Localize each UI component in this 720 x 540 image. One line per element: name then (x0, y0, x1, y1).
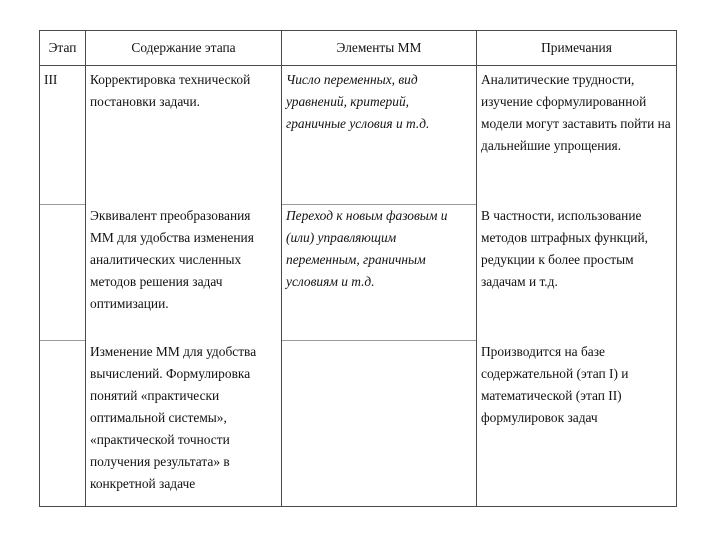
table-row (40, 205, 677, 341)
cell-content: Эквивалент преобразования ММ для удобства изменения аналитических численных методов решения задач оптимизации. (86, 205, 282, 341)
cell-elements (282, 341, 477, 507)
cell-notes: Производится на базе содержательной (этап I) и математической (этап II) формулировок задач (477, 341, 677, 507)
cell-notes: В частности, использование методов штрафных функций, редукции к более простым задачам и т.д. (477, 205, 677, 341)
stages-table (39, 30, 677, 507)
header-content: Содержание этапа (86, 31, 282, 66)
cell-stage (40, 341, 86, 507)
header-notes: Примечания (477, 31, 677, 66)
cell-stage: III (40, 66, 86, 205)
table-header-row (40, 31, 677, 66)
table-row (40, 66, 677, 205)
cell-stage (40, 205, 86, 341)
cell-content: Корректировка технической постановки задачи. (86, 66, 282, 205)
cell-content: Изменение ММ для удобства вычислений. Формулировка понятий «практически оптимальной системы», «практической точности получения результата» в конкретной задаче (86, 341, 282, 507)
cell-notes: Аналитические трудности, изучение сформулированной модели могут заставить пойти на дальнейшие упрощения. (477, 66, 677, 205)
table-row (40, 341, 677, 507)
cell-elements: Число переменных, вид уравнений, критерий, граничные условия и т.д. (282, 66, 477, 205)
cell-elements: Переход к новым фазовым и (или) управляющим переменным, граничным условиям и т.д. (282, 205, 477, 341)
header-elements: Элементы ММ (282, 31, 477, 66)
header-stage: Этап (40, 31, 86, 66)
